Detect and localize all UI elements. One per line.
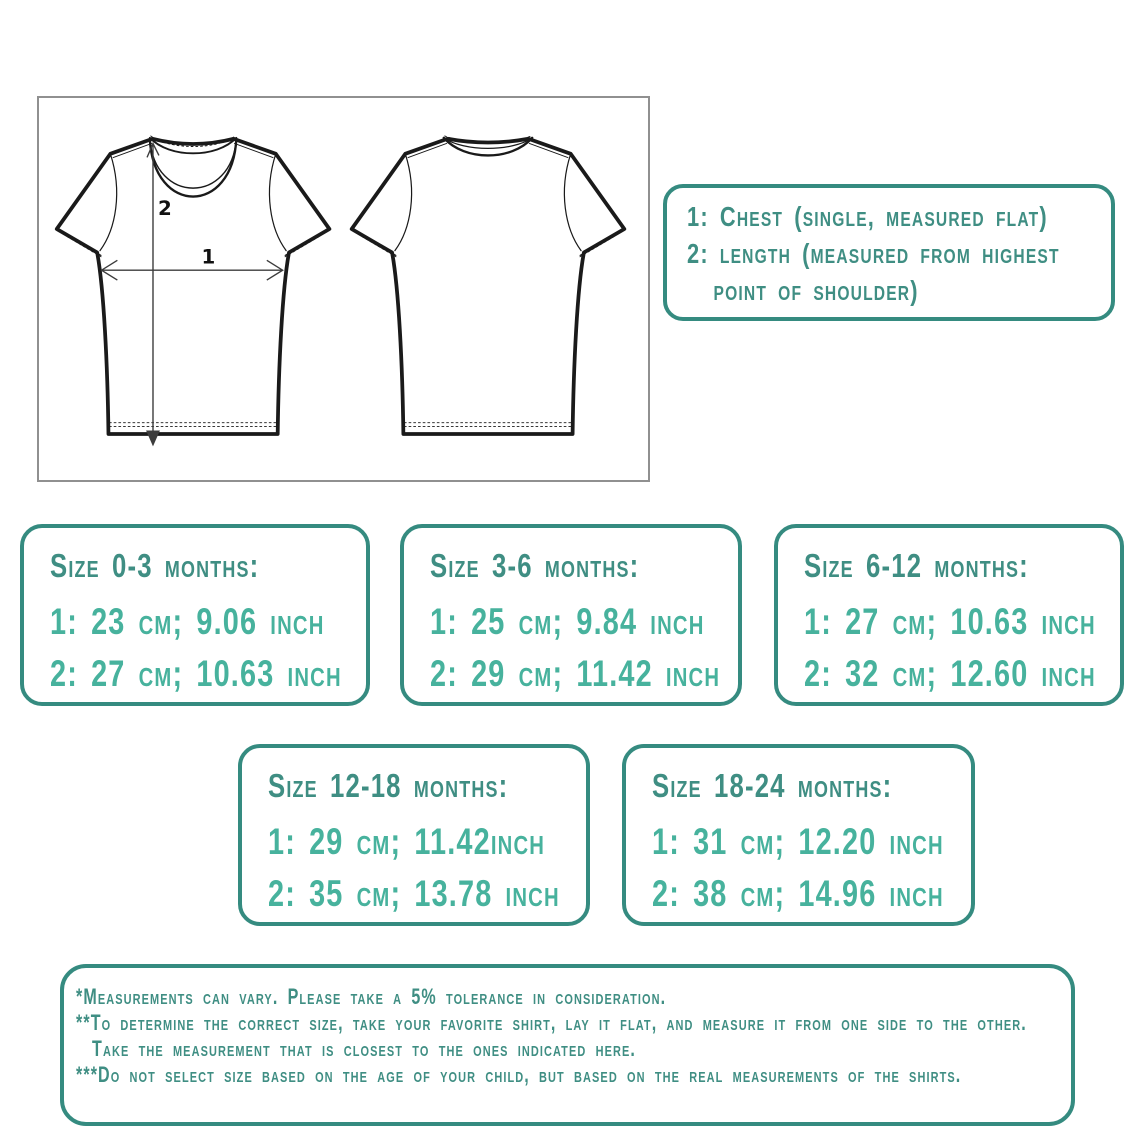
size-box-0-3-months bbox=[20, 524, 370, 706]
length-measurement: 2: 38 cm; 14.96 inch bbox=[652, 873, 944, 914]
tshirt-back-illustration bbox=[352, 136, 625, 434]
size-box-3-6-months bbox=[400, 524, 742, 706]
length-arrowhead bbox=[146, 431, 160, 447]
note-age-warning: ***Do not select size based on the age of your child, but based on the real measurements of the shirts. bbox=[76, 1062, 962, 1087]
legend-length-line: 2: length (measured from highest bbox=[687, 238, 1060, 269]
note-how-to-measure-2: Take the measurement that is closest to the ones indicated here. bbox=[92, 1036, 636, 1061]
note-tolerance: *Measurements can vary. Please take a 5% tolerance in consideration. bbox=[76, 984, 667, 1009]
tshirt-technical-drawing bbox=[39, 98, 648, 480]
chest-measurement: 1: 23 cm; 9.06 inch bbox=[50, 601, 325, 642]
size-box-6-12-months bbox=[774, 524, 1124, 706]
size-box-title: Size 18-24 months: bbox=[652, 767, 893, 804]
chest-measurement: 1: 29 cm; 11.42inch bbox=[268, 821, 546, 862]
size-box-title: Size 0-3 months: bbox=[50, 547, 260, 584]
length-arrow-label: 2 bbox=[157, 196, 172, 220]
note-how-to-measure: **To determine the correct size, take your favorite shirt, lay it flat, and measure it from one side to the other. bbox=[76, 1010, 1027, 1035]
chest-measurement: 1: 25 cm; 9.84 inch bbox=[430, 601, 705, 642]
measurement-legend-box bbox=[663, 184, 1115, 321]
legend-chest-line: 1: Chest (single, measured flat) bbox=[687, 201, 1048, 232]
chest-measurement: 1: 31 cm; 12.20 inch bbox=[652, 821, 944, 862]
length-measurement: 2: 32 cm; 12.60 inch bbox=[804, 653, 1096, 694]
size-box-title: Size 12-18 months: bbox=[268, 767, 509, 804]
length-measurement: 2: 29 cm; 11.42 inch bbox=[430, 653, 721, 694]
chest-arrow-label: 1 bbox=[201, 245, 216, 269]
tshirt-front-illustration bbox=[57, 136, 330, 434]
tshirt-diagram-frame bbox=[37, 96, 650, 482]
length-measurement: 2: 27 cm; 10.63 inch bbox=[50, 653, 342, 694]
size-box-12-18-months bbox=[238, 744, 590, 926]
measurement-notes-box bbox=[60, 964, 1075, 1126]
size-box-title: Size 6-12 months: bbox=[804, 547, 1029, 584]
size-box-18-24-months bbox=[622, 744, 975, 926]
size-box-title: Size 3-6 months: bbox=[430, 547, 640, 584]
legend-length-line-2: point of shoulder) bbox=[713, 275, 919, 306]
length-measurement: 2: 35 cm; 13.78 inch bbox=[268, 873, 560, 914]
chest-measurement: 1: 27 cm; 10.63 inch bbox=[804, 601, 1096, 642]
